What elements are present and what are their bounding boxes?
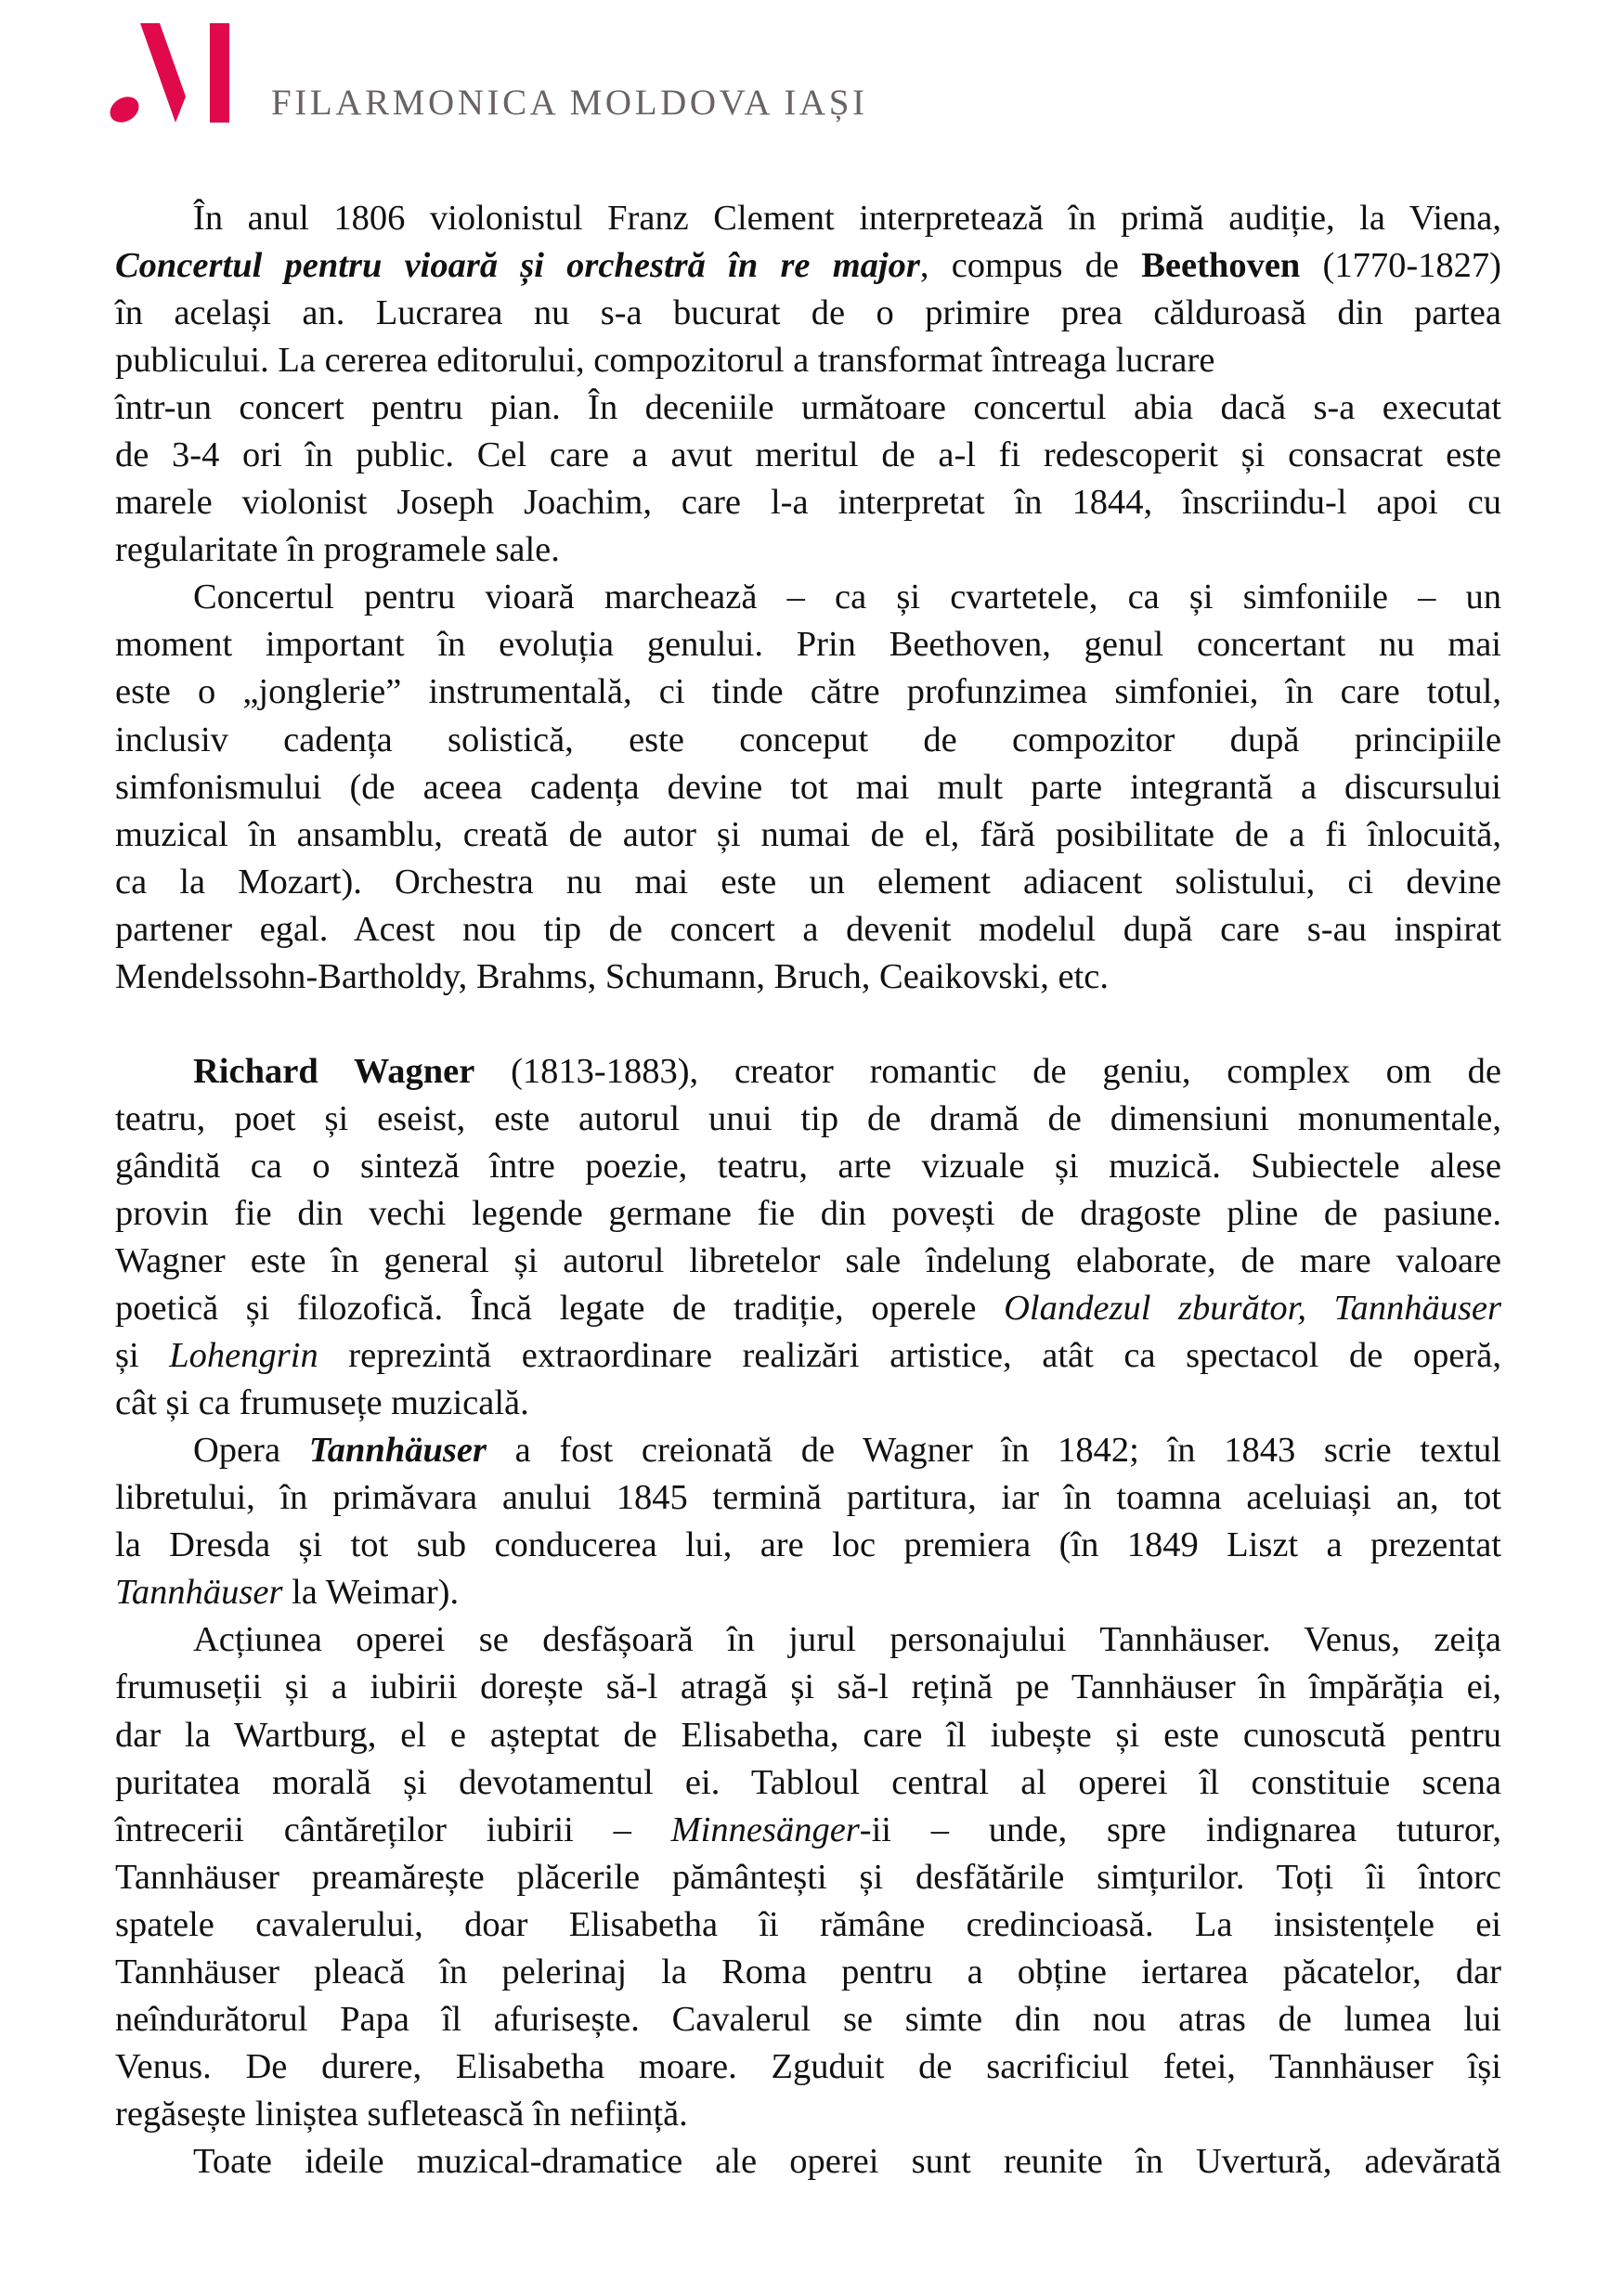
paragraph-5-line-9: [115, 1996, 1501, 2043]
text-run: spatele cavalerului, doar Elisabetha îi rămâne credincioasă. La insistențele ei: [115, 1904, 1501, 1944]
text-run: Wagner este în general și autorul libretelor sale îndelung elaborate, de mare valoare: [115, 1241, 1501, 1281]
paragraph-2-line-6: [115, 811, 1501, 859]
organization-name: FILARMONICA MOLDOVA IAȘI: [271, 83, 868, 123]
paragraph-4-line-2: [115, 1474, 1501, 1522]
paragraph-3-line-1: [115, 1048, 1501, 1096]
text-run: -ii – unde, spre indignarea tuturor,: [859, 1810, 1501, 1849]
paragraph-3-line-2: [115, 1096, 1501, 1143]
paragraph-2-line-4: [115, 717, 1501, 764]
text-run: și: [115, 1336, 170, 1376]
paragraph-1-line-4: [115, 337, 1501, 384]
text-run: Toate ideile muzical-dramatice ale operei sunt reunite în Uvertură, adevărată: [193, 2141, 1501, 2181]
text-run: Tannhäuser pleacă în pelerinaj la Roma pentru a obține iertarea păcatelor, dar: [115, 1952, 1501, 1991]
paragraph-2-line-9: [115, 953, 1501, 1001]
paragraph-2-line-7: [115, 859, 1501, 906]
paragraph-1-line-6: [115, 432, 1501, 479]
text-run: ca la Mozart). Orchestra nu mai este un element adiacent solistului, ci devine: [115, 862, 1501, 902]
text-run: reprezintă extraordinare realizări artistice, atât ca spectacol de operă,: [318, 1336, 1501, 1376]
text-run: teatru, poet și eseist, este autorul unui tip de dramă de dimensiuni monumentale,: [115, 1098, 1501, 1138]
paragraph-5-line-7: [115, 1901, 1501, 1949]
text-run: cât și ca frumusețe muzicală.: [115, 1383, 529, 1423]
text-run: la Dresda și tot sub conducerea lui, are loc premiera (în 1849 Liszt a prezentat: [115, 1525, 1501, 1565]
filarmonica-logo-icon: [102, 17, 241, 133]
text-run: la Weimar).: [282, 1573, 460, 1613]
paragraph-spacer: [115, 1001, 1501, 1048]
paragraph-1-line-8: [115, 526, 1501, 574]
text-run: neîndurătorul Papa îl afurisește. Cavalerul se simte din nou atras de lumea lui: [115, 1999, 1501, 2039]
paragraph-4-line-3: [115, 1522, 1501, 1569]
paragraph-5-line-10: [115, 2043, 1501, 2091]
text-run: Opera: [193, 1431, 309, 1471]
paragraph-3-line-4: [115, 1190, 1501, 1238]
text-run: (1770-1827): [1300, 246, 1502, 286]
paragraph-3-line-6: [115, 1285, 1501, 1332]
text-run: În anul 1806 violonistul Franz Clement interpretează în primă audiție, la Viena,: [193, 199, 1501, 238]
paragraph-2-line-5: [115, 764, 1501, 811]
paragraph-3-line-5: [115, 1238, 1501, 1285]
article-body: [115, 195, 1501, 2186]
opera-title-tannhauser: Tannhäuser: [115, 1573, 283, 1613]
text-run: frumuseții și a iubirii dorește să-l atragă și să-l rețină pe Tannhäuser în împărăția ei,: [115, 1667, 1501, 1707]
paragraph-3-line-3: [115, 1143, 1501, 1190]
text-run: regularitate în programele sale.: [115, 530, 560, 570]
text-run: inclusiv cadența solistică, este conceput de compozitor după principiile: [115, 720, 1501, 759]
paragraph-5-line-1: [115, 1616, 1501, 1664]
paragraph-2-line-8: [115, 906, 1501, 953]
text-run: gândită ca o sinteză între poezie, teatru, arte vizuale și muzică. Subiectele alese: [115, 1146, 1501, 1186]
text-run: într-un concert pentru pian. În deceniile următoare concertul abia dacă s-a executat: [115, 388, 1501, 428]
text-run: Mendelssohn-Bartholdy, Brahms, Schumann, Bruch, Ceaikovski, etc.: [115, 956, 1109, 996]
text-run: întrecerii cântăreților iubirii –: [115, 1810, 671, 1849]
opera-titles: Olandezul zburător, Tannhäuser: [1004, 1289, 1502, 1329]
paragraph-1-line-3: [115, 290, 1501, 337]
paragraph-5-line-3: [115, 1712, 1501, 1759]
text-run: în același an. Lucrarea nu s-a bucurat de o primire prea călduroasă din partea: [115, 293, 1501, 333]
paragraph-5-line-11: [115, 2091, 1501, 2138]
paragraph-4-line-1: [115, 1427, 1501, 1474]
paragraph-3-line-8: [115, 1380, 1501, 1427]
paragraph-1-line-5: [115, 384, 1501, 432]
paragraph-6-line-1: [115, 2138, 1501, 2186]
text-run: a fost creionată de Wagner în 1842; în 1843 scrie textul: [486, 1431, 1501, 1471]
paragraph-5-line-2: [115, 1664, 1501, 1711]
work-title-concerto: Concertul pentru vioară și orchestră în re major: [115, 246, 920, 286]
paragraph-5-line-8: [115, 1949, 1501, 1996]
paragraph-5-line-6: [115, 1854, 1501, 1901]
logo-diagonal-stroke: [140, 23, 186, 123]
paragraph-2-line-3: [115, 668, 1501, 716]
text-run: moment important în evoluția genului. Prin Beethoven, genul concertant nu mai: [115, 625, 1501, 665]
composer-name-wagner: Richard Wagner: [193, 1051, 475, 1091]
text-run: de 3-4 ori în public. Cel care a avut meritul de a-l fi redescoperit și consacrat este: [115, 435, 1501, 475]
paragraph-1-line-2: [115, 242, 1501, 290]
text-run: (1813-1883), creator romantic de geniu, complex om de: [474, 1051, 1501, 1091]
opera-title-tannhauser: Tannhäuser: [308, 1431, 487, 1471]
text-run: provin fie din vechi legende germane fie din povești de dragoste pline de pasiune.: [115, 1193, 1501, 1233]
text-run: puritatea morală și devotamentul ei. Tabloul central al operei îl constituie scena: [115, 1762, 1501, 1802]
paragraph-2-line-1: [115, 574, 1501, 621]
paragraph-3-line-7: [115, 1332, 1501, 1380]
text-run: Acțiunea operei se desfășoară în jurul personajului Tannhäuser. Venus, zeița: [193, 1620, 1501, 1660]
paragraph-1-line-1: [115, 195, 1501, 242]
paragraph-5-line-5: [115, 1807, 1501, 1854]
text-run: partener egal. Acest nou tip de concert a devenit modelul după care s-au inspirat: [115, 909, 1501, 949]
opera-title-lohengrin: Lohengrin: [169, 1336, 318, 1376]
logo-vertical-bar: [210, 23, 229, 123]
text-run: dar la Wartburg, el e așteptat de Elisabetha, care îl iubește și este cunoscută pentru: [115, 1715, 1501, 1755]
text-run: Concertul pentru vioară marchează – ca și cvartetele, ca și simfoniile – un: [193, 577, 1501, 617]
text-run: libretului, în primăvara anului 1845 termină partitura, iar în toamna aceluiași an, tot: [115, 1478, 1501, 1518]
text-run: poetică și filozofică. Încă legate de tradiție, operele: [115, 1289, 1005, 1329]
paragraph-2-line-2: [115, 621, 1501, 668]
text-run: marele violonist Joseph Joachim, care l-a interpretat în 1844, înscriindu-l apoi cu: [115, 483, 1501, 523]
text-run: regăsește liniștea sufletească în neființă.: [115, 2094, 688, 2134]
text-run: este o „jonglerie” instrumentală, ci tinde către profunzimea simfoniei, în care totul,: [115, 672, 1501, 712]
term-minnesanger: Minnesänger: [670, 1810, 860, 1849]
text-run: Tannhäuser preamărește plăcerile pământești și desfătările simțurilor. Toți îi întorc: [115, 1857, 1501, 1897]
paragraph-1-line-7: [115, 479, 1501, 526]
text-run: , compus de: [919, 246, 1142, 286]
text-run: publicului. La cererea editorului, compozitorul a transformat întreaga lucrare: [115, 341, 1215, 381]
text-run: simfonismului (de aceea cadența devine tot mai mult parte integrantă a discursului: [115, 767, 1501, 807]
text-run: Venus. De durere, Elisabetha moare. Zguduit de sacrificiul fetei, Tannhäuser își: [115, 2046, 1501, 2086]
composer-name-beethoven: Beethoven: [1141, 246, 1301, 286]
paragraph-5-line-4: [115, 1759, 1501, 1807]
paragraph-4-line-4: [115, 1569, 1501, 1616]
logo-dot: [105, 92, 143, 128]
text-run: muzical în ansamblu, creată de autor și numai de el, fără posibilitate de a fi înlocuită,: [115, 814, 1501, 854]
